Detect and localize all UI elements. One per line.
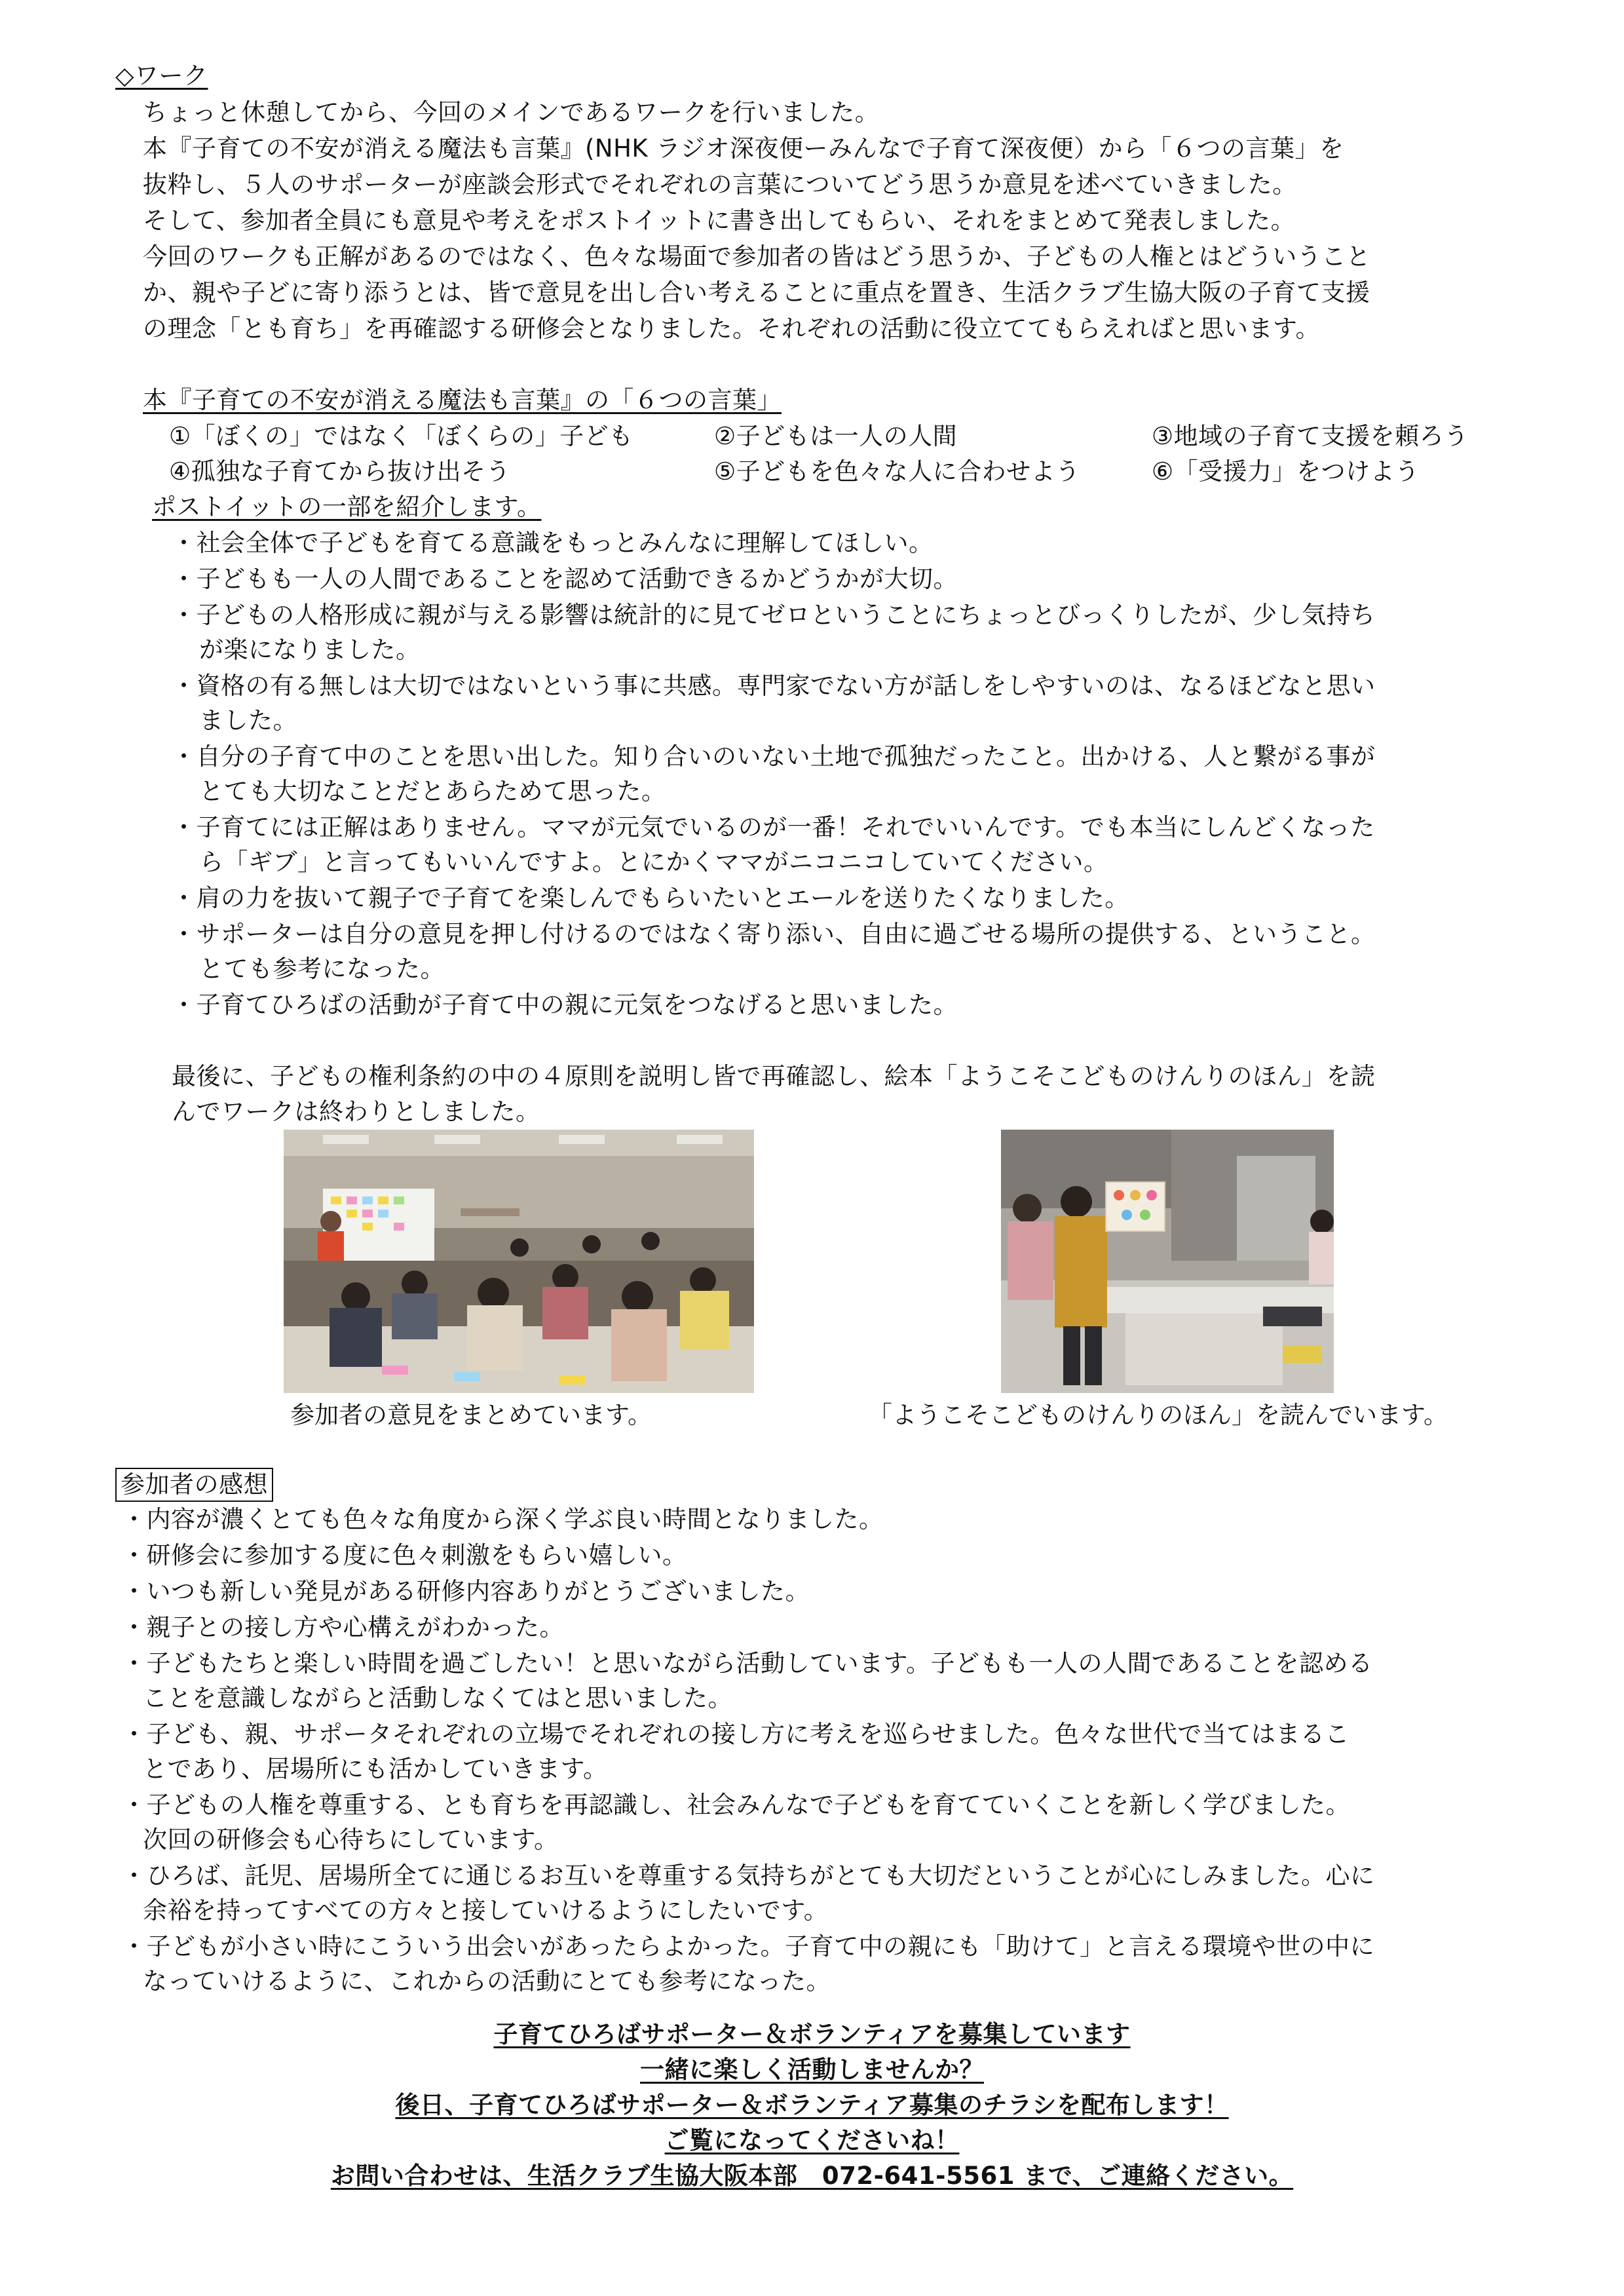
six-word-item: ⑤子どもを色々な人に合わせよう [714, 457, 1080, 486]
impression-item: ・子どもたちと楽しい時間を過ごしたい！と思いながら活動しています。子どもも一人の人間であることを認める [122, 1649, 1373, 1677]
workshop-photo-right [1001, 1130, 1334, 1393]
six-word-item: ③地域の子育て支援を頼ろう [1152, 422, 1469, 450]
postit-item-cont: とても参考になった。 [199, 955, 445, 983]
contact-line: お問い合わせは、生活クラブ生協大阪本部 072-641-5561 まで、ご連絡ください。 [330, 2162, 1294, 2190]
recruit-line: 子育てひろばサポーター＆ボランティアを募集しています [493, 2020, 1131, 2048]
impression-item: ・いつも新しい発見がある研修内容ありがとうございました。 [122, 1577, 810, 1605]
work-paragraph-line: 今回のワークも正解があるのではなく、色々な場面で参加者の皆はどう思うか、子どもの人権とはどういうこと [143, 242, 1371, 271]
postit-item: ・肩の力を抜いて親子で子育てを楽しんでもらいたいとエールを送りたくなりました。 [172, 884, 1129, 912]
six-word-item: ④孤独な子育てから抜け出そう [169, 457, 511, 486]
impression-item-cont: 余裕を持ってすべての方々と接していけるようにしたいです。 [143, 1896, 829, 1924]
classroom-photo-illustration [284, 1130, 754, 1393]
impression-item: ・子どもが小さい時にこういう出会いがあったらよかった。子育て中の親にも「助けて」と言える環境や世の中に [122, 1932, 1375, 1961]
postit-item: ・資格の有る無しは大切ではないという事に共感。専門家でない方が話しをしやすいのは、なるほどなと思い [172, 672, 1376, 700]
workshop-photo-left [284, 1130, 754, 1393]
postit-item: ・子どもの人格形成に親が与える影響は統計的に見てゼロということにちょっとびっくりしたが、少し気持ち [172, 601, 1376, 629]
postit-item: ・子育てひろばの活動が子育て中の親に元気をつなげると思いました。 [172, 991, 958, 1019]
work-paragraph-line: 抜粋し、５人のサポーターが座談会形式でそれぞれの言葉についてどう思うか意見を述べていきました。 [143, 170, 1297, 199]
picture-book-reading-photo-illustration [1001, 1130, 1334, 1393]
impression-item: ・子どもの人権を尊重する、とも育ちを再認識し、社会みんなで子どもを育てていくことを新しく学びました。 [122, 1791, 1350, 1819]
six-word-item: ①「ぼくの」ではなく「ぼくらの」子ども [169, 422, 633, 450]
closing-line: んでワークは終わりとしました。 [172, 1098, 540, 1126]
left-photo-caption: 参加者の意見をまとめています。 [290, 1401, 652, 1429]
impression-item-cont: とであり、居場所にも活かしていきます。 [143, 1755, 608, 1783]
work-paragraph-line: 本『子育ての不安が消える魔法も言葉』(NHK ラジオ深夜便ーみんなで子育て深夜便）から「６つの言葉」を [143, 134, 1344, 163]
postit-item: ・自分の子育て中のことを思い出した。知り合いのいない土地で孤独だったこと。出かける、人と繋がる事が [172, 742, 1376, 771]
postit-heading: ポストイットの一部を紹介します。 [152, 493, 542, 521]
closing-line: 最後に、子どもの権利条約の中の４原則を説明し皆で再確認し、絵本「ようこそこどものけんりのほん」を読 [172, 1062, 1376, 1090]
six-words-heading: 本『子育ての不安が消える魔法も言葉』の「６つの言葉」 [143, 386, 782, 414]
postit-item-cont: とても大切なことだとあらためて思った。 [199, 777, 666, 805]
impression-item-cont: ことを意識しながらと活動しなくてはと思いました。 [143, 1684, 732, 1712]
postit-item-cont: ら「ギブ」と言ってもいいんですよ。とにかくママがニコニコしていてください。 [199, 848, 1108, 876]
work-paragraph-line: ちょっと休憩してから、今回のメインであるワークを行いました。 [143, 98, 880, 126]
postit-item: ・子どもも一人の人間であることを認めて活動できるかどうかが大切。 [172, 565, 958, 593]
impression-item: ・内容が濃くとても色々な角度から深く学ぶ良い時間となりました。 [122, 1505, 884, 1533]
postit-item-cont: ました。 [199, 706, 297, 735]
work-heading: ◇ワーク [115, 62, 208, 90]
impression-item: ・子ども、親、サポータそれぞれの立場でそれぞれの接し方に考えを巡らせました。色々な世代で当てはまるこ [122, 1720, 1350, 1748]
six-word-item: ⑥「受援力」をつけよう [1152, 457, 1420, 486]
postit-item-cont: が楽になりました。 [199, 636, 421, 664]
impression-item-cont: なっていけるように、これからの活動にとても参考になった。 [143, 1967, 831, 1995]
six-word-item: ②子どもは一人の人間 [714, 422, 958, 450]
work-paragraph-line: の理念「とも育ち」を再確認する研修会となりました。それぞれの活動に役立ててもらえればと思います。 [143, 315, 1321, 343]
impression-item: ・ひろば、託児、居場所全てに通じるお互いを尊重する気持ちがとても大切だということが心にしみました。心に [122, 1862, 1375, 1890]
postit-item: ・子育てには正解はありません。ママが元気でいるのが一番！それでいいんです。でも本当にしんどくなった [172, 813, 1375, 841]
postit-item: ・社会全体で子どもを育てる意識をもっとみんなに理解してほしい。 [172, 529, 934, 557]
recruit-line: 一緒に楽しく活動しませんか？ [640, 2056, 984, 2084]
impression-item-cont: 次回の研修会も心待ちにしています。 [143, 1826, 559, 1854]
work-paragraph-line: か、親や子どに寄り添うとは、皆で意見を出し合い考えることに重点を置き、生活クラブ生協大阪の子育て支援 [143, 278, 1370, 307]
impression-item: ・研修会に参加する度に色々刺激をもらい嬉しい。 [122, 1541, 687, 1569]
recruit-line: ご覧になってくださいね！ [664, 2126, 960, 2154]
work-paragraph-line: そして、参加者全員にも意見や考えをポストイットに書き出してもらい、それをまとめて発表しました。 [143, 206, 1296, 235]
impression-item: ・親子との接し方や心構えがわかった。 [122, 1613, 564, 1641]
postit-item: ・サポーターは自分の意見を押し付けるのではなく寄り添い、自由に過ごせる場所の提供する、ということ。 [172, 920, 1376, 948]
right-photo-caption: 「ようこそこどものけんりのほん」を読んでいます。 [868, 1401, 1448, 1429]
recruit-line: 後日、子育てひろばサポーター＆ボランティア募集のチラシを配布します！ [395, 2091, 1229, 2119]
impressions-heading: 参加者の感想 [115, 1468, 273, 1502]
